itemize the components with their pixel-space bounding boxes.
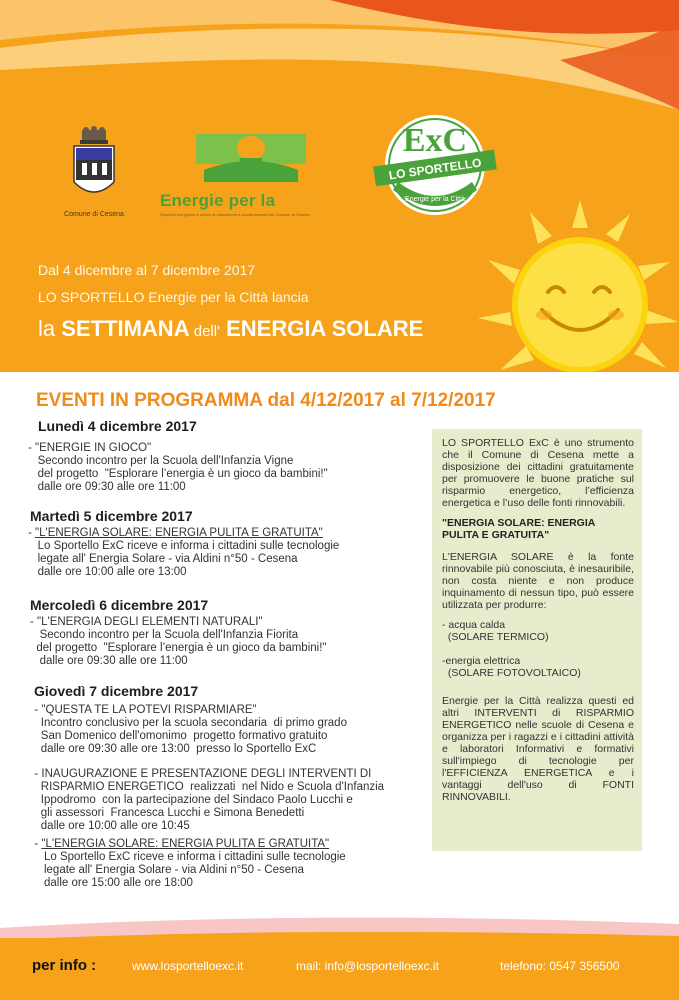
email-link[interactable]: mail: info@losportelloexc.it xyxy=(296,959,439,973)
events-title: EVENTI IN PROGRAMMA dal 4/12/2017 al 7/12/2017 xyxy=(36,390,496,411)
footer xyxy=(0,910,679,1000)
day-title: Mercoledì 6 dicembre 2017 xyxy=(30,597,209,613)
comune-cesena-logo xyxy=(52,126,136,218)
day-title: Lunedì 4 dicembre 2017 xyxy=(38,418,197,434)
event-item: - "L'ENERGIA SOLARE: ENERGIA PULITA E GRATUITA" Lo Sportello ExC riceve e informa i cittadini sulle tecnologie legate all' Energia Solare - via Aldini n°50 - Cesena dalle ore 15:00 alle ore 18:00 xyxy=(28,838,346,889)
website-link[interactable]: www.losportelloexc.it xyxy=(132,959,244,973)
launch-line: LO SPORTELLO Energie per la Città lancia xyxy=(38,289,309,305)
exc-logo-text: ExC xyxy=(402,122,468,159)
energie-subtitle: Sportello energetico e centro di educazione e coordinamento del Comune di Cesena xyxy=(160,212,310,217)
info-solar: L'ENERGIA SOLARE è la fonte rinnovabile più conosciuta, è inesauribile, non costa niente e non produce inquinamento di nessun tipo, può essere utilizzata per produrre: xyxy=(442,551,634,611)
header-banner xyxy=(0,0,679,372)
dates-line: Dal 4 dicembre al 7 dicembre 2017 xyxy=(38,262,256,278)
info-label: per info : xyxy=(32,957,97,974)
coat-of-arms-icon xyxy=(64,126,124,204)
info-box xyxy=(432,429,642,851)
energie-title: Energie per la Città xyxy=(160,191,319,210)
info-heading: "ENERGIA SOLARE: ENERGIA PULITA E GRATUITA" xyxy=(442,517,595,541)
event-item: - "QUESTA TE LA POTEVI RISPARMIARE" Incontro conclusivo per la scuola secondaria di primo grado San Domenico dell'omonimo progetto formativo gratuito dalle ore 09:30 alle ore 13:00 presso lo Sportello ExC xyxy=(28,704,347,755)
event-item: - "L'ENERGIA SOLARE: ENERGIA PULITA E GRATUITA" Lo Sportello ExC riceve e informa i cittadini sulle tecnologie legate all' Energia Solare - via Aldini n°50 - Cesena dalle ore 10:00 alle ore 13:00 xyxy=(28,527,340,578)
exc-banner-text: LO SPORTELLO xyxy=(387,155,483,183)
info-item: - acqua calda xyxy=(442,619,506,631)
event-item: - "L'ENERGIA DEGLI ELEMENTI NATURALI" Secondo incontro per la Scuola dell'Infanzia Fiorita del progetto "Esplorare l’energia è un gioco da bambini!" dalle ore 09:30 alle ore 11:00 xyxy=(30,616,327,667)
energie-logo-icon xyxy=(196,134,306,182)
week-title: la SETTIMANA dell' ENERGIA SOLARE xyxy=(38,316,424,341)
phone-number: telefono: 0547 356500 xyxy=(500,959,620,973)
event-item: - "ENERGIE IN GIOCO" Secondo incontro per la Scuola dell'Infanzia Vigne del progetto "Esplorare l’energia è un gioco da bambini!" dalle ore 09:30 alle ore 11:00 xyxy=(28,442,328,493)
smiling-sun-icon xyxy=(470,200,679,372)
info-intro: LO SPORTELLO ExC è uno strumento che il Comune di Cesena mette a disposizione dei cittadini gratuitamente per promuovere le buone pratiche sul risparmio energetico, l’efficienza energetica e l’uso delle fonti rinnovabili. xyxy=(442,437,634,509)
exc-arc-text: Energie per la Città xyxy=(405,196,465,203)
event-item: - INAUGURAZIONE E PRESENTAZIONE DEGLI INTERVENTI DI RISPARMIO ENERGETICO realizzati nel Nido e Scuola d'Infanzia Ippodromo con la partecipazione del Sindaco Paolo Lucchi e gli assessori Francesca Lucchi e Simona Benedetti dalle ore 10:00 alle ore 10:45 xyxy=(28,768,385,832)
cesena-name: Comune di Cesena xyxy=(64,211,124,218)
info-energie: Energie per la Città realizza questi ed altri INTERVENTI di RISPARMIO ENERGETICO nelle scuole di Cesena e organizza per i ragazzi e i cittadini attività e laboratori Informativi e formativi sull'impiego di tecnologie per l'EFFICIENZA ENERGETICA e i vantaggi dell'uso di FONTI RINNOVABILI. xyxy=(442,695,634,803)
energie-per-la-citta-logo xyxy=(160,134,350,217)
info-item: (SOLARE TERMICO) xyxy=(442,631,549,643)
day-title: Martedì 5 dicembre 2017 xyxy=(30,508,193,524)
info-item: (SOLARE FOTOVOLTAICO) xyxy=(442,667,581,679)
info-item: -energia elettrica xyxy=(442,655,521,667)
day-title: Giovedì 7 dicembre 2017 xyxy=(34,683,199,699)
